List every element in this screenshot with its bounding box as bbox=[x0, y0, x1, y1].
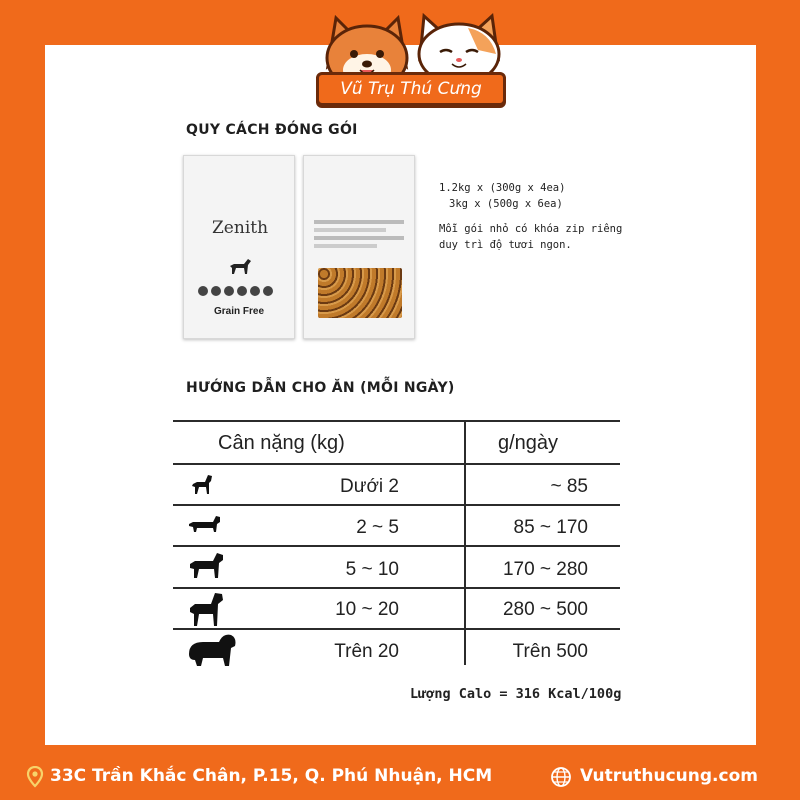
row-2-amount: 85 ~ 170 bbox=[513, 517, 588, 538]
brand-name: Vũ Trụ Thú Cưng bbox=[316, 72, 506, 106]
pkg-line-3: Mỗi gói nhỏ có khóa zip riêng bbox=[439, 223, 623, 235]
pkg-line-2: 3kg x (500g x 6ea) bbox=[449, 198, 563, 210]
location-pin-icon bbox=[26, 766, 44, 788]
col-amount-header: g/ngày bbox=[498, 432, 559, 454]
row-3-weight: 5 ~ 10 bbox=[345, 559, 399, 580]
small-dog-icon bbox=[189, 470, 217, 498]
row-3-amount: 170 ~ 280 bbox=[502, 559, 588, 580]
globe-icon bbox=[550, 766, 572, 788]
col-weight-header: Cân nặng (kg) bbox=[218, 432, 345, 454]
calorie-info: Lượng Calo = 316 Kcal/100g bbox=[410, 686, 622, 702]
pkg-line-1: 1.2kg x (300g x 4ea) bbox=[439, 182, 566, 194]
kibble-image bbox=[318, 268, 402, 318]
packaging-title: QUY CÁCH ĐÓNG GÓI bbox=[186, 122, 358, 138]
footer-address: 33C Trần Khắc Chân, P.15, Q. Phú Nhuận, HCM bbox=[50, 766, 493, 786]
row-5-weight: Trên 20 bbox=[334, 641, 399, 662]
feeding-title: HƯỚNG DẪN CHO ĂN (MỖI NGÀY) bbox=[186, 380, 455, 396]
pkg-line-4: duy trì độ tươi ngon. bbox=[439, 239, 572, 251]
bag-badges bbox=[198, 286, 284, 298]
footer bbox=[0, 754, 800, 800]
bag-back-info bbox=[314, 216, 404, 260]
bag-brand: Zenith bbox=[212, 218, 269, 238]
row-1-weight: Dưới 2 bbox=[340, 476, 399, 497]
bag-back-image bbox=[303, 155, 415, 339]
row-5-amount: Trên 500 bbox=[512, 641, 588, 662]
row-1-amount: ~ 85 bbox=[550, 476, 588, 497]
dachshund-icon bbox=[187, 512, 223, 538]
row-2-weight: 2 ~ 5 bbox=[356, 517, 399, 538]
dog-silhouette-icon bbox=[228, 256, 252, 276]
row-4-weight: 10 ~ 20 bbox=[335, 599, 399, 620]
bag-front-image bbox=[183, 155, 295, 339]
row-4-amount: 280 ~ 500 bbox=[502, 599, 588, 620]
bag-label: Grain Free bbox=[214, 306, 265, 317]
footer-website[interactable]: Vutruthucung.com bbox=[580, 766, 758, 786]
